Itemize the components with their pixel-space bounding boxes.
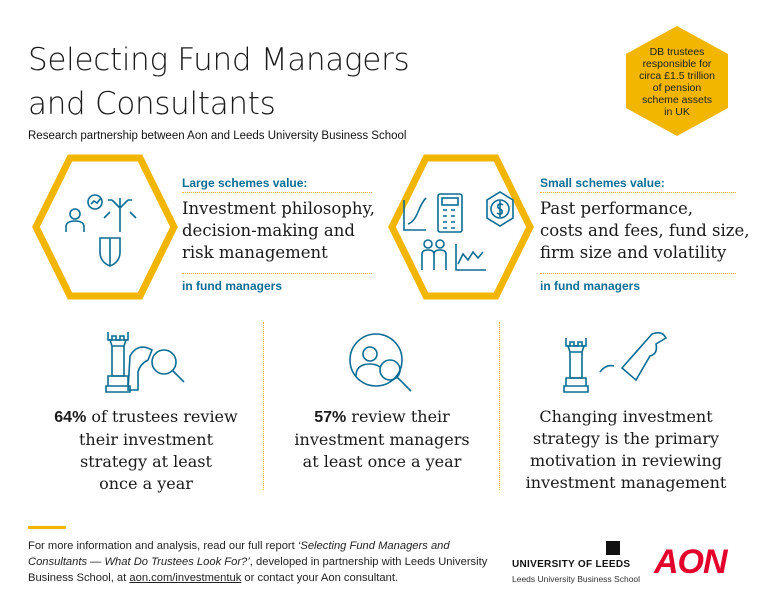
stat-line: at least once a year (302, 452, 462, 471)
body-line: risk management (182, 243, 328, 262)
team-icon (422, 240, 446, 270)
body-line: decision-making and (182, 221, 355, 240)
body-line: Past performance, (540, 199, 694, 218)
stat-highlight: 64% (54, 409, 87, 426)
badge-line: scheme assets (641, 94, 713, 106)
large-schemes-body (182, 198, 382, 264)
badge-line: of pension (652, 82, 702, 94)
footer-mid: , developed in partnership with Leeds University Business School, at (28, 556, 488, 584)
page-title (28, 38, 458, 126)
chess-knight-icon (560, 322, 670, 398)
dollar-badge-icon (487, 192, 513, 226)
stat-64 (36, 406, 256, 495)
uol-sub: Leeds University Business School (512, 574, 641, 584)
column-divider (499, 322, 500, 490)
stat-line: once a year (99, 474, 193, 493)
uol-name: UNIVERSITY OF LEEDS (512, 559, 631, 570)
calculator-icon (438, 194, 462, 232)
stat-highlight: 57% (314, 409, 347, 426)
aon-logo: AON (654, 543, 727, 581)
title-line-1: Selecting Fund Managers (28, 42, 410, 78)
people-strategy-icon (66, 195, 136, 232)
large-schemes-hexagon (30, 152, 180, 302)
stat-line: strategy is the primary (532, 429, 720, 448)
stat-line: investment management (525, 473, 727, 492)
footer-post: or contact your Aon consultant. (241, 572, 399, 584)
badge-text (632, 46, 722, 118)
report-title: ‘Selecting Fund Managers and Consultants — What Do Trustees Look For?’ (28, 540, 450, 568)
person-magnifier-icon (340, 328, 430, 398)
large-schemes-heading: Large schemes value: (182, 176, 308, 190)
footer-pre: For more information and analysis, read our full report (28, 540, 298, 552)
small-schemes-footer: in fund managers (540, 279, 641, 293)
divider (182, 192, 372, 193)
university-of-leeds-logo (512, 545, 640, 584)
stat-motivation (506, 406, 746, 494)
chess-magnifier-icon (100, 328, 190, 398)
divider (540, 273, 736, 274)
body-line: costs and fees, fund size, (540, 221, 750, 240)
body-line: Investment philosophy, (182, 199, 375, 218)
report-link[interactable]: aon.com/investmentuk (129, 572, 242, 584)
badge-line: DB trustees (649, 46, 705, 58)
stat-line: Changing investment (539, 407, 713, 426)
column-divider (263, 322, 264, 490)
subtitle: Research partnership between Aon and Leeds University Business School (28, 130, 407, 142)
stat-line: review their (346, 407, 450, 426)
shield-icon (100, 238, 120, 266)
divider (182, 273, 372, 274)
footer-accent-bar (28, 526, 66, 529)
crest-icon (605, 541, 621, 555)
badge-line: responsible for (642, 58, 712, 70)
body-line: firm size and volatility (540, 243, 727, 262)
badge-line: in UK (664, 106, 690, 118)
stat-line: investment managers (294, 430, 470, 449)
stat-57 (272, 406, 492, 473)
stat-line: strategy at least (80, 452, 212, 471)
divider (540, 192, 736, 193)
large-schemes-footer: in fund managers (182, 279, 283, 293)
graph-icon (456, 244, 486, 270)
badge-line: circa £1.5 trillion (639, 70, 715, 82)
title-line-2: and Consultants (28, 86, 276, 122)
small-schemes-heading: Small schemes value: (540, 176, 665, 190)
stat-line: their investment (79, 430, 213, 449)
footer-text (28, 538, 498, 586)
stat-line: of trustees review (86, 407, 238, 426)
small-schemes-hexagon (386, 152, 536, 302)
stat-line: motivation in reviewing (529, 451, 723, 470)
small-schemes-body (540, 198, 750, 264)
